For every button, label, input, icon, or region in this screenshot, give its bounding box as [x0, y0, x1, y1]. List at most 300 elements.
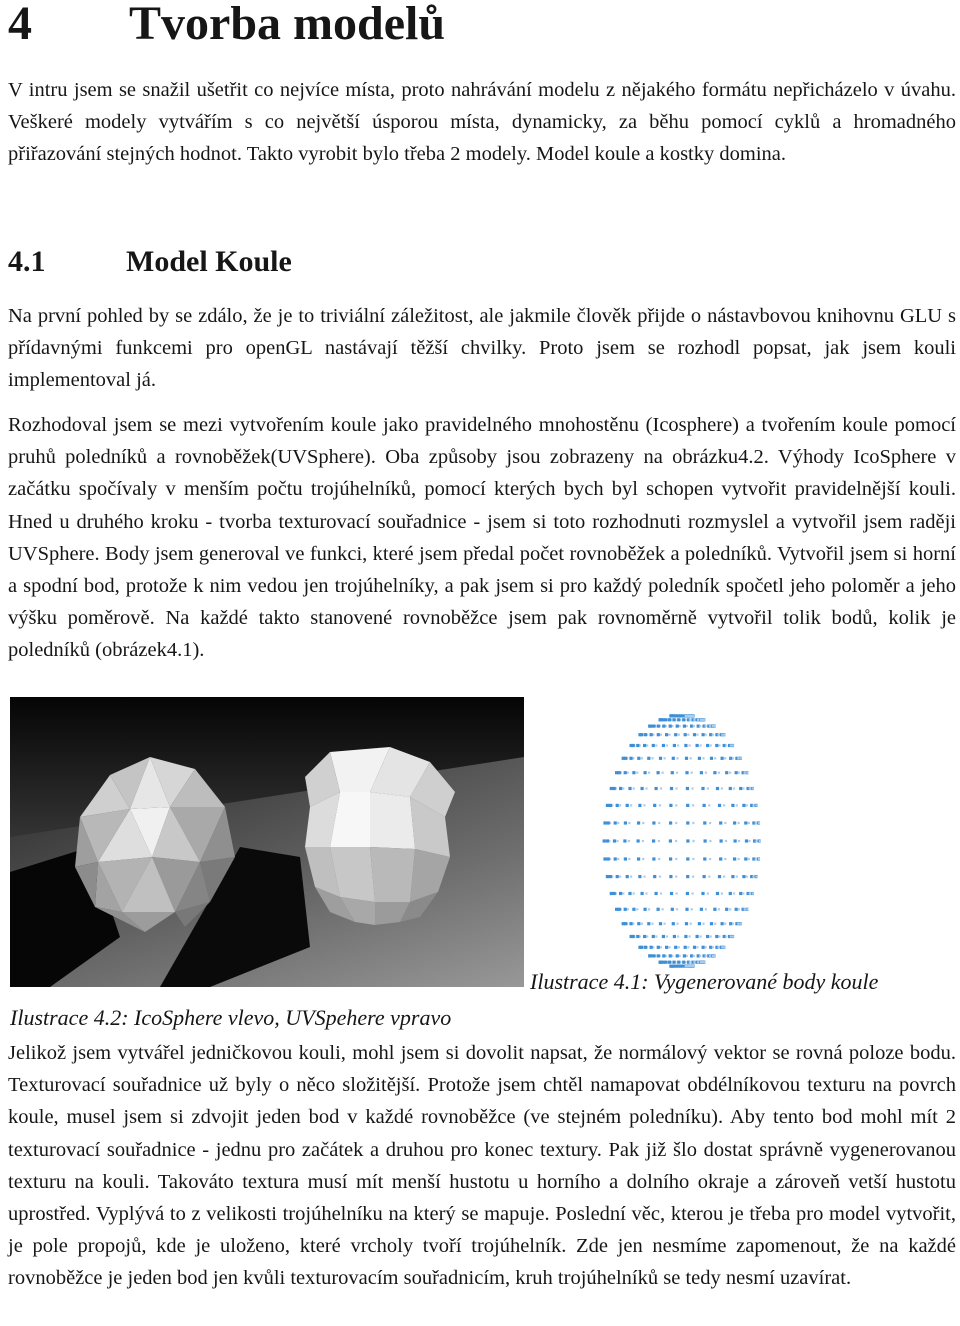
- sphere-point: [686, 857, 689, 860]
- sphere-point: [718, 908, 720, 910]
- sphere-point: [636, 908, 638, 910]
- sphere-point: [665, 733, 668, 736]
- sphere-point: [647, 757, 650, 760]
- sphere-point: [679, 955, 681, 957]
- sphere-point: [609, 875, 612, 878]
- sphere-point: [660, 892, 662, 894]
- sphere-point: [668, 946, 670, 948]
- chapter-title: Tvorba modelů: [129, 0, 446, 50]
- sphere-point: [642, 858, 644, 860]
- sphere-point: [696, 935, 699, 938]
- sphere-point: [645, 892, 647, 894]
- sphere-point: [618, 771, 621, 774]
- sphere-point: [719, 857, 722, 860]
- spheres-render-image: [10, 697, 524, 987]
- sphere-point: [684, 733, 687, 736]
- sphere-point: [661, 961, 664, 964]
- sphere-point: [641, 923, 643, 925]
- sphere-point: [652, 744, 655, 747]
- sphere-point: [653, 804, 656, 807]
- sphere-point: [744, 908, 746, 910]
- sphere-point: [692, 804, 694, 806]
- sphere-point: [713, 908, 716, 911]
- sphere-point: [630, 804, 632, 806]
- sphere-point: [732, 744, 734, 746]
- sphere-point: [610, 892, 613, 895]
- sphere-point: [717, 734, 719, 736]
- sphere-point: [676, 908, 678, 910]
- sphere-point: [637, 839, 640, 842]
- sphere-point: [705, 725, 707, 727]
- sphere-point: [624, 908, 627, 911]
- sphere-point: [725, 771, 728, 774]
- chapter-heading: [8, 0, 445, 52]
- sphere-point: [661, 718, 664, 721]
- sphere-point: [712, 946, 714, 948]
- sphere-point: [752, 787, 754, 789]
- sphere-point: [692, 876, 694, 878]
- sphere-point: [669, 725, 672, 728]
- sphere-point: [706, 935, 709, 938]
- sphere-point: [679, 725, 681, 727]
- sphere-point: [707, 892, 709, 894]
- sphere-point: [636, 744, 639, 747]
- sphere-point: [725, 840, 727, 842]
- sphere-point: [662, 935, 665, 938]
- sphere-point: [738, 840, 740, 842]
- sphere-point: [732, 923, 734, 925]
- sphere-point: [626, 804, 629, 807]
- sphere-point: [691, 772, 693, 774]
- sphere-point: [662, 908, 664, 910]
- sphere-point: [684, 935, 687, 938]
- sphere-point: [752, 876, 754, 878]
- sphere-point: [628, 822, 630, 824]
- sphere-point: [724, 858, 726, 860]
- sphere-point: [733, 892, 735, 894]
- sphere-point: [744, 857, 747, 860]
- sphere-point: [664, 757, 666, 759]
- sphere-point: [717, 946, 719, 948]
- sphere-point: [736, 804, 738, 806]
- sphere-point: [718, 935, 720, 937]
- sphere-point: [655, 744, 657, 746]
- sphere-point: [683, 954, 686, 957]
- sphere-point: [748, 822, 750, 824]
- sphere-point: [640, 733, 643, 736]
- sphere-point: [628, 840, 630, 842]
- sphere-point: [624, 757, 627, 760]
- sphere-point: [740, 923, 742, 925]
- sphere-point: [629, 757, 632, 760]
- sphere-point: [758, 858, 760, 860]
- sphere-point: [636, 935, 639, 938]
- sphere-point: [682, 718, 685, 721]
- sphere-point: [664, 961, 667, 964]
- sphere-point: [744, 821, 747, 824]
- sphere-point: [676, 892, 678, 894]
- sphere-point: [683, 725, 686, 728]
- section-number: 4.1: [8, 245, 46, 278]
- sphere-point: [742, 804, 745, 807]
- sphere-point: [692, 822, 694, 824]
- sphere-point: [698, 757, 701, 760]
- sphere-point: [669, 875, 672, 878]
- sphere-point: [613, 839, 616, 842]
- sphere-point: [633, 892, 635, 894]
- sphere-point: [622, 892, 624, 894]
- sphere-point: [709, 858, 711, 860]
- sphere-point: [689, 935, 691, 937]
- sphere-point: [627, 908, 629, 910]
- sphere-point: [644, 733, 647, 736]
- sphere-point: [662, 744, 665, 747]
- sphere-point: [638, 875, 641, 878]
- sphere-point: [699, 955, 701, 957]
- sphere-point: [702, 733, 705, 736]
- sphere-point: [626, 875, 629, 878]
- sphere-point: [732, 935, 734, 937]
- sphere-point: [746, 908, 748, 910]
- sphere-point: [746, 804, 748, 806]
- sphere-point: [686, 839, 689, 842]
- sphere-point: [673, 744, 676, 747]
- sphere-point: [644, 908, 647, 911]
- sphere-point: [607, 821, 610, 824]
- sphere-point: [709, 840, 711, 842]
- sphere-point: [676, 787, 678, 789]
- sphere-point: [703, 804, 706, 807]
- sphere-point: [755, 822, 757, 824]
- sphere-point: [702, 946, 705, 949]
- sphere-point: [627, 772, 629, 774]
- sphere-point: [681, 965, 684, 968]
- sphere-point: [733, 857, 736, 860]
- sphere-point: [613, 892, 616, 895]
- body-paragraph-3: Jelikož jsem vytvářel jedničkovou kouli, mohl jsem si dovolit napsat, že normálový vektor se rovná poloze bodu. Texturovací souřadnice už byly o něco složitější. Protože jsem chtěl namapovat obdélníkovou texturu na povrch koule, musel jsem si zdvojit jeden bod v každé rovnoběžce (ve stejném poledníku). Aby tento bod mohl mít 2 texturovací souřadnice - jednu pro začátek a druhou pro konec textury. Pak již šlo dostat správně vygenerovanou texturu na kouli. Takováto textura musí mít menší hustotu u horního a dolního okraje a zároveň vetší hustotu uprostřed. Vyplývá to z velikosti trojúhelníku na který se mapuje. Poslední věc, kterou je třeba pro model vytvořit, je pole propojů, kde je uloženo, které vrcholy tvoří trojúhelník. Zde jen nesmíme zapomenout, že na každé rovnoběžce je jeden bod jen kvůli texturovacím souřadnicím, kruh trojúhelníků se tedy nesmí uzavírat.: [8, 1042, 956, 1290]
- sphere-point: [700, 961, 702, 963]
- sphere-point: [705, 955, 707, 957]
- sphere-point: [693, 961, 695, 963]
- sphere-point: [742, 787, 744, 789]
- sphere-point: [659, 804, 661, 806]
- sphere-point: [759, 840, 761, 842]
- sphere-point: [636, 772, 638, 774]
- sphere-point: [676, 954, 679, 957]
- sphere-point: [652, 857, 655, 860]
- sphere-point: [632, 771, 635, 774]
- sphere-point: [748, 840, 750, 842]
- sphere-point: [714, 923, 716, 925]
- sphere-point: [710, 757, 713, 760]
- sphere-point: [696, 734, 698, 736]
- sphere-point: [651, 923, 653, 925]
- sphere-point: [624, 821, 627, 824]
- sphere-point: [674, 733, 677, 736]
- sphere-point: [756, 876, 758, 878]
- sphere-point: [686, 875, 689, 878]
- sphere-point: [724, 923, 726, 925]
- sphere-point: [714, 757, 716, 759]
- sphere-point: [697, 961, 699, 963]
- sphere-point: [686, 787, 689, 790]
- sphere-point: [756, 804, 758, 806]
- sphere-point: [738, 858, 740, 860]
- sphere-point: [669, 804, 672, 807]
- sphere-point: [655, 935, 657, 937]
- sphere-point: [709, 955, 711, 957]
- sphere-point: [657, 771, 660, 774]
- sphere-point: [646, 935, 648, 937]
- sphere-point: [669, 954, 672, 957]
- sphere-point: [643, 935, 646, 938]
- sphere-point: [616, 840, 618, 842]
- chapter-number: 4: [8, 0, 32, 50]
- sphere-point: [689, 965, 691, 967]
- sphere-point: [632, 908, 635, 911]
- sphere-point: [676, 757, 678, 759]
- sphere-point: [710, 935, 712, 937]
- sphere-point: [707, 787, 709, 789]
- sphere-point: [668, 961, 671, 964]
- sphere-point: [676, 725, 679, 728]
- sphere-point: [640, 946, 643, 949]
- sphere-point: [701, 892, 704, 895]
- sphere-point: [632, 744, 635, 747]
- sphere-point: [652, 725, 655, 728]
- sphere-point: [628, 858, 630, 860]
- sphere-point: [702, 961, 704, 963]
- sphere-point: [724, 822, 726, 824]
- sphere-point: [758, 822, 760, 824]
- sphere-point: [687, 715, 689, 717]
- sphere-point: [662, 772, 664, 774]
- sphere-point: [700, 719, 702, 721]
- sphere-point: [738, 772, 740, 774]
- sphere-point: [655, 787, 658, 790]
- sphere-point: [648, 772, 650, 774]
- sphere-point: [730, 744, 732, 746]
- sphere-point: [659, 757, 662, 760]
- sphere-point: [660, 787, 662, 789]
- sphere-point: [731, 804, 734, 807]
- sphere-point: [684, 744, 687, 747]
- sphere-point: [691, 908, 693, 910]
- sphere-point: [693, 955, 695, 957]
- sphere-point: [686, 821, 689, 824]
- sphere-point: [687, 946, 689, 948]
- sphere-point: [628, 892, 631, 895]
- sphere-point: [718, 772, 720, 774]
- sphere-point: [734, 839, 737, 842]
- sphere-point: [657, 946, 660, 949]
- sphere-point: [624, 771, 627, 774]
- sphere-point: [709, 822, 711, 824]
- sphere-point: [675, 858, 677, 860]
- sphere-point: [650, 946, 653, 949]
- sphere-point: [723, 876, 725, 878]
- sphere-point: [700, 908, 703, 911]
- sphere-point: [657, 908, 660, 911]
- sphere-point: [742, 892, 744, 894]
- sphere-point: [658, 840, 660, 842]
- sphere-point: [686, 892, 689, 895]
- sphere-point: [738, 822, 740, 824]
- sphere-point: [708, 804, 710, 806]
- sphere-point: [613, 787, 616, 790]
- sphere-point: [649, 725, 652, 728]
- sphere-point: [619, 804, 621, 806]
- sphere-point: [729, 757, 732, 760]
- sphere-point: [670, 892, 673, 895]
- sphere-point: [670, 787, 673, 790]
- sphere-point: [712, 955, 714, 957]
- sphere-point: [689, 961, 691, 963]
- sphere-point: [642, 840, 644, 842]
- sphere-point: [624, 857, 627, 860]
- sphere-point: [716, 892, 719, 895]
- sphere-point: [729, 787, 732, 790]
- sphere-point: [676, 923, 678, 925]
- sphere-point: [652, 839, 655, 842]
- sphere-point: [672, 922, 675, 925]
- sphere-point: [718, 804, 721, 807]
- sphere-point: [687, 965, 689, 967]
- sphere-point: [668, 718, 671, 721]
- sphere-point: [700, 744, 702, 746]
- sphere-point: [655, 892, 658, 895]
- sphere-point: [648, 908, 650, 910]
- sphere-point: [607, 857, 610, 860]
- sphere-point: [712, 734, 714, 736]
- sphere-point: [657, 725, 660, 728]
- sphere-point: [730, 935, 732, 937]
- sphere-point: [700, 935, 702, 937]
- sphere-point: [672, 961, 675, 964]
- sphere-point: [677, 961, 680, 964]
- sphere-point: [715, 935, 718, 938]
- sphere-point: [678, 734, 680, 736]
- sphere-point: [675, 804, 677, 806]
- sphere-point: [643, 804, 645, 806]
- sphere-point: [693, 719, 695, 721]
- sphere-point: [736, 876, 738, 878]
- sphere-point: [669, 821, 672, 824]
- sphere-point: [609, 804, 612, 807]
- sphere-point: [616, 804, 619, 807]
- sphere-point: [603, 857, 606, 860]
- sphere-point: [709, 725, 711, 727]
- sphere-point: [660, 734, 662, 736]
- sphere-point: [645, 787, 647, 789]
- sphere-point: [666, 744, 668, 746]
- sphere-point: [603, 839, 606, 842]
- sphere-point: [693, 840, 695, 842]
- sphere-point: [678, 946, 680, 948]
- sphere-point: [721, 757, 724, 760]
- sphere-point: [623, 839, 626, 842]
- sphere-point: [632, 935, 635, 938]
- sphere-point: [703, 821, 706, 824]
- sphere-point: [693, 733, 696, 736]
- sphere-point: [665, 946, 668, 949]
- sphere-point: [637, 757, 640, 760]
- sphere-point: [606, 804, 609, 807]
- sphere-point: [700, 771, 703, 774]
- sphere-point: [718, 875, 721, 878]
- sphere-point: [737, 923, 739, 925]
- sphere-point: [716, 787, 719, 790]
- sphere-point: [691, 787, 693, 789]
- sphere-point: [704, 839, 707, 842]
- sphere-point: [737, 757, 739, 759]
- sphere-point: [729, 922, 732, 925]
- sphere-point: [675, 876, 677, 878]
- sphere-point: [752, 804, 754, 806]
- sphere-point: [666, 935, 668, 937]
- sphere-point: [739, 892, 742, 895]
- sphere-point: [705, 946, 707, 948]
- sphere-point: [732, 757, 734, 759]
- sphere-point: [706, 744, 709, 747]
- sphere-point: [603, 821, 606, 824]
- sphere-point: [708, 876, 710, 878]
- sphere-point: [642, 822, 644, 824]
- sphere-point: [713, 771, 716, 774]
- sphere-point: [696, 744, 699, 747]
- sphere-point: [677, 935, 679, 937]
- sphere-point: [651, 757, 653, 759]
- sphere-point: [696, 946, 698, 948]
- sphere-point: [617, 858, 619, 860]
- sphere-point: [614, 821, 617, 824]
- sphere-point: [744, 772, 746, 774]
- section-heading: [8, 244, 292, 280]
- sphere-point: [641, 757, 643, 759]
- sphere-point: [748, 858, 750, 860]
- sphere-point: [686, 725, 688, 727]
- sphere-point: [735, 771, 738, 774]
- sphere-point: [629, 922, 632, 925]
- sphere-point: [671, 771, 674, 774]
- sphere-point: [619, 787, 622, 790]
- sphere-point: [685, 965, 687, 967]
- sphere-point: [644, 946, 647, 949]
- sphere-point: [746, 876, 748, 878]
- sphere-point: [733, 787, 735, 789]
- sphere-point: [742, 875, 745, 878]
- sphere-point: [664, 923, 666, 925]
- body-paragraph-1: Na první pohled by se zdálo, že je to triviální záležitost, ale jakmile člověk přijde o nástavbovou knihovnu GLU s přídavnými funkcemi pro openGL nastávají těžší chvilky. Proto jsem se rozhodl popsat, jak jsem kouli implementoval já.: [8, 305, 956, 392]
- sphere-point: [701, 787, 704, 790]
- sphere-point: [685, 771, 688, 774]
- sphere-point: [662, 725, 665, 728]
- sphere-point: [624, 922, 627, 925]
- sphere-point: [616, 875, 619, 878]
- sphere-point: [673, 935, 676, 938]
- sphere-point: [698, 922, 701, 925]
- sphere-point: [710, 744, 712, 746]
- sphere-point: [692, 858, 694, 860]
- sphere-point: [699, 725, 701, 727]
- sphere-point: [643, 876, 645, 878]
- sphere-point: [739, 787, 742, 790]
- sphere-point: [705, 908, 707, 910]
- sphere-point: [720, 839, 723, 842]
- sphere-point: [657, 733, 660, 736]
- sphere-point: [677, 718, 680, 721]
- sphere-point: [691, 892, 693, 894]
